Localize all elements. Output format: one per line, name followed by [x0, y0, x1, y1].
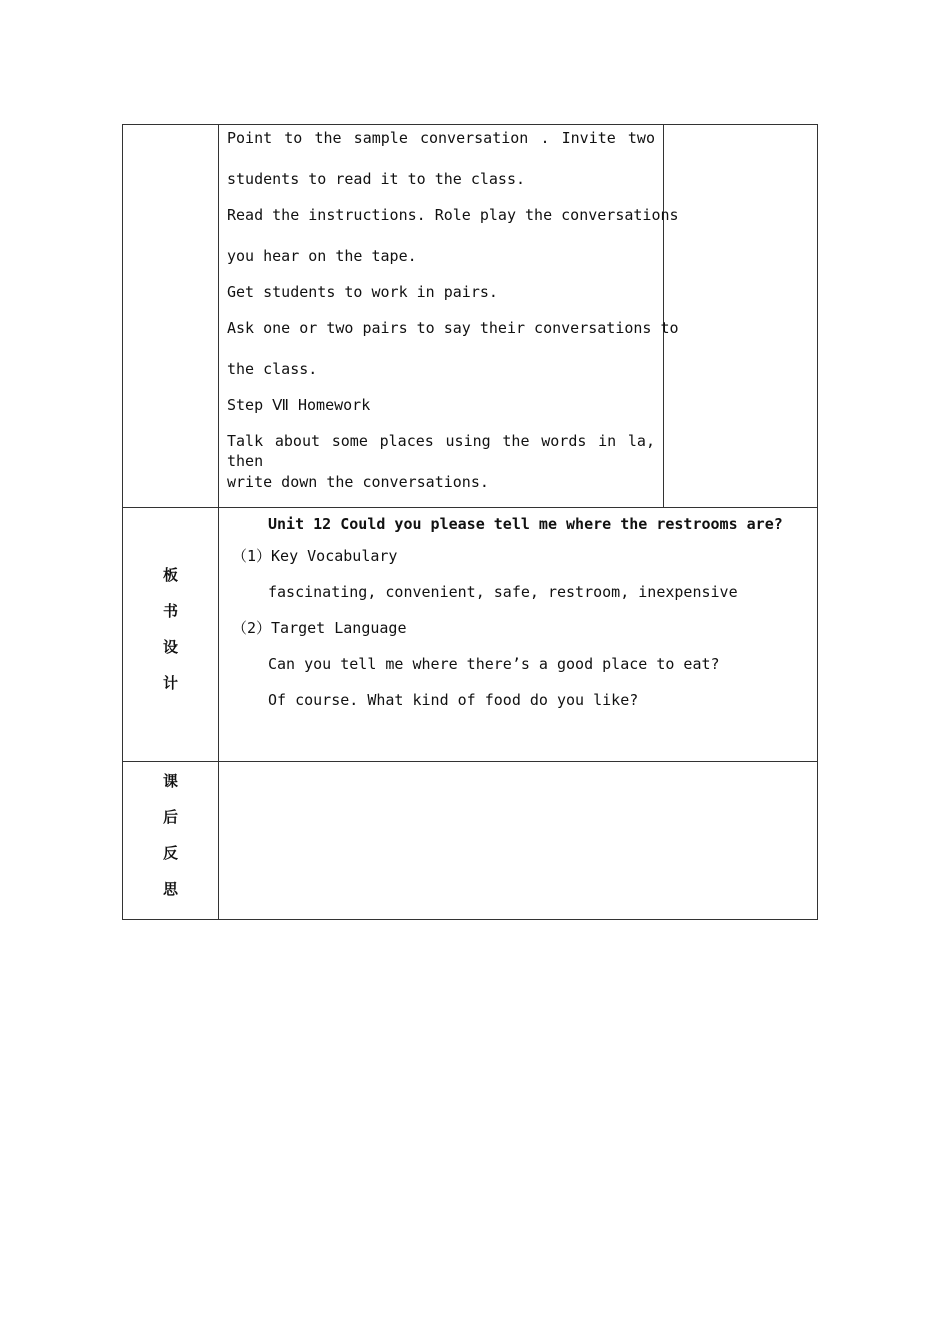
label-char: 书	[162, 602, 178, 620]
steps-label-cell	[123, 125, 219, 508]
step-line: Point to the sample conversation . Invite two	[227, 129, 655, 147]
label-char: 反	[162, 844, 178, 862]
label-char: 后	[162, 808, 178, 826]
step-line: Ask one or two pairs to say their conversations to	[227, 319, 679, 337]
board-design-label	[123, 508, 219, 762]
steps-text	[219, 125, 679, 492]
steps-notes-cell	[664, 125, 818, 508]
label-char: 思	[162, 880, 178, 898]
step-heading: Step Ⅶ Homework	[227, 396, 371, 414]
reflection-row	[123, 762, 818, 920]
step-line: you hear on the tape.	[227, 247, 417, 265]
label-char: 板	[162, 566, 178, 584]
reflection-content	[219, 762, 818, 920]
step-line: students to read it to the class.	[227, 170, 526, 188]
board-title: Unit 12 Could you please tell me where the restrooms are?	[268, 515, 783, 533]
section-heading: （2）Target Language	[232, 619, 407, 637]
label-char: 设	[162, 638, 178, 656]
step-line: the class.	[227, 360, 318, 378]
teaching-steps-row	[123, 125, 818, 508]
target-sentence: Can you tell me where there’s a good place to eat?	[268, 655, 720, 673]
target-sentence: Of course. What kind of food do you like?	[268, 691, 639, 709]
section-heading: （1）Key Vocabulary	[232, 547, 398, 565]
label-char: 课	[162, 772, 178, 790]
board-design-row	[123, 508, 818, 762]
step-line: Talk about some places using the words in la, then	[227, 432, 655, 470]
vocabulary-list: fascinating, convenient, safe, restroom, inexpensive	[268, 583, 738, 601]
board-design-content	[219, 508, 818, 762]
step-line: Get students to work in pairs.	[227, 283, 498, 301]
step-line: write down the conversations.	[227, 473, 489, 491]
lesson-plan-table	[122, 124, 818, 920]
reflection-label	[123, 762, 219, 920]
step-line: Read the instructions. Role play the conversations	[227, 206, 679, 224]
steps-content-cell	[219, 125, 679, 508]
label-char: 计	[162, 674, 178, 692]
